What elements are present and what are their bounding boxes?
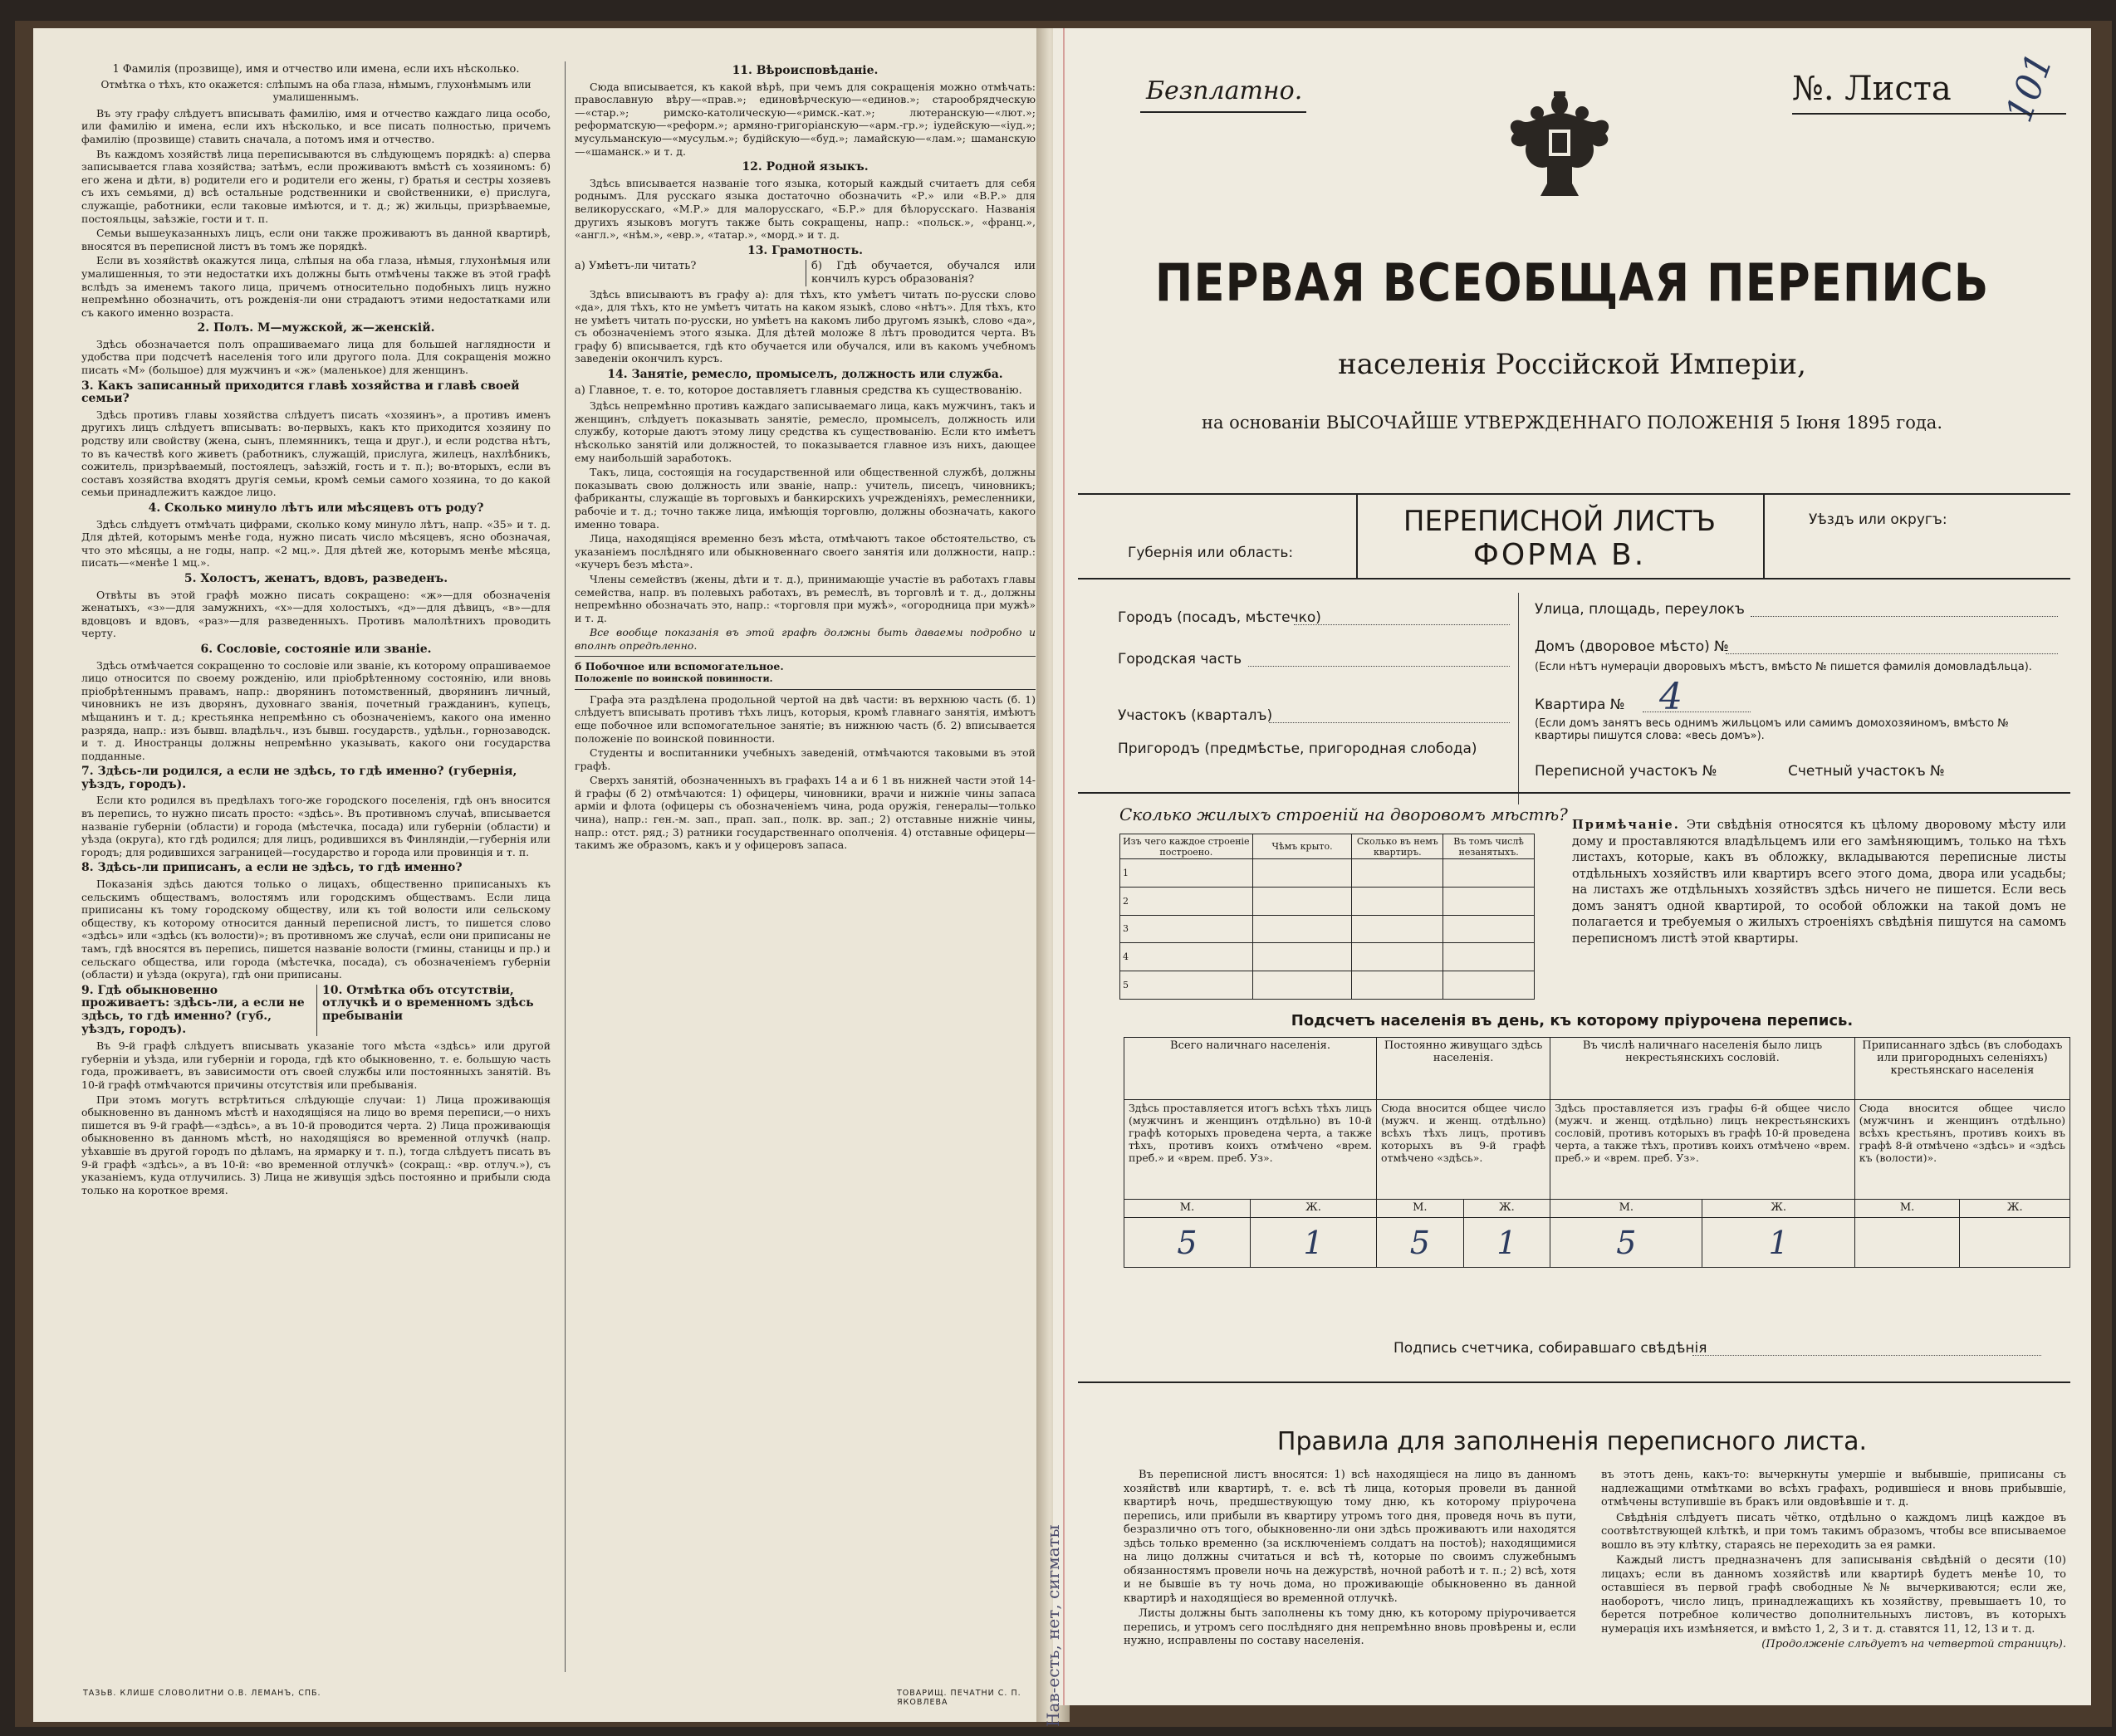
item1-text: Въ эту графу слѣдуетъ вписывать фамилію, имя и отчество каждаго лица особо, или фамилію и имена, если ихъ нѣсколько, и все писать полностью, причемъ фамилію (прозвище) ставить сначала, а потомъ имя и отчество.: [81, 106, 551, 145]
left-footer-2: ТОВАРИЩ. ПЕЧАТНИ С. П. ЯКОВЛЕВА: [897, 1689, 1021, 1707]
item8-title: 8. Здѣсь-ли приписанъ, а если не здѣсь, то гдѣ именно?: [81, 861, 463, 875]
buildings-table: [1119, 834, 1535, 1000]
count-value-peasant-m: [1854, 1218, 1960, 1268]
form-header-box: [1078, 493, 2070, 579]
count-text-non-peasant: Здѣсь проставляется изъ графы 6-й общее число (мужч. и женщ. отдѣльно) лицъ некрестьянскихъ сословій, противъ которыхъ въ графѣ 10-й проведена черта, а также тѣхъ, противъ коихъ отмѣчено «врем. преб.» и «врем. преб. Уз».: [1550, 1100, 1855, 1200]
street-label: Улица, площадь, переулокъ: [1535, 601, 1745, 618]
item8-text: Показанія здѣсь даются только о лицахъ, общественно приписаныхъ къ сельскимъ обществамъ, волостямъ или городскимъ обществамъ. Если лица приписаны къ тому городскому обществу, или къ той волости или сельскому обществу, къ которому относится данный переписной листъ, то пишется слово «здѣсь» или «здѣсь (къ волости)»; въ противномъ же случаѣ, если они приписаны не тамъ, гдѣ вносятся въ перепись, пишется названіе волости (гмины, станицы и пр.) и сельскаго общества, или города (мѣстечка, посада), съ обозначеніемъ губерніи (области) и уѣзда (округа), гдѣ они приписаны.: [81, 878, 551, 981]
buildings-note: [1572, 817, 2066, 947]
side-stamp-text: Нав-есть, нет, сигматы: [1043, 1524, 1063, 1727]
double-headed-eagle-emblem: [1497, 80, 1622, 204]
left-page: [33, 28, 1051, 1722]
count-f-4: Ж.: [1960, 1200, 2070, 1218]
item9-text: Въ 9-й графѣ слѣдуетъ вписывать указаніе того мѣста «здѣсь» или другой губерніи и уѣзда, или губерніи и города, гдѣ кто обыкновенно, т. е. большую часть года, проживаетъ, въ зависимости отъ своей службы или постоянныхъ занятій. Въ 10-й графѣ отмѣчаются причины отсутствія или пребыванія.: [81, 1039, 551, 1091]
rules-column-2: [1601, 1469, 2066, 1654]
item2-text: Здѣсь обозначается полъ опрашиваемаго лица для большей наглядности и удобства при подсчетѣ населенія того или другого пола. Для сокращенія можно писать «М» (большое) для мужчинъ и «ж» (маленькое) для женщинъ.: [81, 337, 551, 377]
instructions-column-1: [81, 61, 551, 1198]
item14a: а) Главное, т. е. то, которое доставляетъ главныя средства къ существованію.: [575, 384, 1022, 397]
count-text-peasant: Сюда вносится общее число (мужчинъ и женщинъ отдѣльно) всѣхъ крестьянъ, противъ коихъ въ графѣ 8-й отмѣчено «здѣсь» и «здѣсь къ (волости)».: [1854, 1100, 2069, 1200]
form-name: ПЕРЕПИСНОЙ ЛИСТЪ: [1403, 505, 1717, 538]
item1-text-4: Если въ хозяйствѣ окажутся лица, слѣпыя на оба глаза, нѣмыя, глухонѣмыя или умалишенныя, то эти недостатки ихъ должны быть отмѣчены также въ этой графѣ вслѣдъ за именемъ такого лица, причемъ относительно подобныхъ лицъ нужно непремѣнно обозначить, отъ рожденія-ли они страдаютъ этими недостатками или съ какого именно возраста.: [81, 254, 551, 319]
form-type: ФОРМА В.: [1472, 538, 1647, 572]
item3-title: 3. Какъ записанный приходится главѣ хозяйства и главѣ своей семьи?: [81, 379, 520, 406]
city-label: Городъ (посадъ, мѣстечко): [1118, 609, 1321, 626]
suburb-label: Пригородъ (предмѣстье, пригородная слобода): [1118, 741, 1477, 757]
item13-text: Здѣсь вписываютъ въ графу а): для тѣхъ, кто умѣетъ читать по-русски слово «да», для тѣхъ, кто не умѣетъ читать на каком языкѣ, слово «нѣтъ». Для тѣхъ, кто не умѣетъ читать по-русски, но умѣетъ на какомъ либо другомъ языкѣ, слово «да», съ обозначеніемъ этого языка. Для дѣтей моложе 8 лѣтъ проводится черта. Въ графу б) вписывается, гдѣ кто обучается или обучался, или въ какомъ учебномъ заведеніи окончилъ курсъ.: [575, 287, 1036, 365]
item9-text-2: При этомъ могутъ встрѣтиться слѣдующіе случаи: 1) Лица проживающія обыкновенно въ данномъ мѣстѣ и находящіяся на лицо во время переписи,—о нихъ пишется въ 9-й графѣ—«здѣсь», а въ 10-й проводится черта. 2) Лица проживающія обыкновенно въ данномъ мѣстѣ, но находящіяся во временной отлучкѣ (напр. уѣхавшіе въ другой городъ по дѣламъ, на ярмарку и т. п.), тогда слѣдуетъ писать въ 9-й графѣ «здѣсь», а въ 10-й: «во временной отлучкѣ» (сокращ.: «вр. отлуч.»), съ указаніемъ, куда отлучились. 3) Лица не живущія здѣсь постоянно и прибыли сюда только на короткое время.: [81, 1093, 551, 1196]
right-page: [1053, 28, 2091, 1705]
count-header-permanent: Постоянно живущаго здѣсь населенія.: [1377, 1038, 1550, 1100]
item5-title: 5. Холостъ, женатъ, вдовъ, разведенъ.: [184, 571, 448, 585]
sheet-number-label: №. Листа: [1792, 70, 1952, 108]
buildings-question: Сколько жилыхъ строеній на дворовомъ мѣстѣ?: [1119, 804, 1568, 824]
item7-text: Если кто родился въ предѣлахъ того-же городского поселенія, гдѣ онъ вносится въ перепись, то нужно писать просто: «здѣсь». Въ противномъ случаѣ, вписывается названіе губерніи (области) и города (мѣстечка, посада) или губерніи (области) и уѣзда (округа), кто гдѣ родился; для лицъ, родившихся въ Финляндіи,—губернія или городъ; для родившихся заграницей—государство и города или провинція и т. п.: [81, 794, 551, 858]
rules-text-4: Свѣдѣнія слѣдуетъ писать чётко, отдѣльно о каждомъ лицѣ каждое въ соотвѣтствующей клѣткѣ, и при томъ такимъ образомъ, чтобы все вписываемое вошло въ эту клѣтку, стараясь не переходить за ея рамки.: [1601, 1511, 2066, 1552]
item14-text-7: Сверхъ занятій, обозначенныхъ въ графахъ 14 а и 6 1 въ нижней части этой 14-й графы (б 2) отмѣчаются: 1) офицеры, чиновники, врачи и нижніе чины запаса арміи и флота (офицеры съ обозначеніемъ чина, рода оружія, генералы—только чина), напр.: ген.-м. зап., прап. зап., полк. вр. зап.; 2) отставные нижніе чины, напр.: отст. ряд.; 3) ратники государственнаго ополченія. 4) отставные офицеры—такимъ же образомъ, какъ и у офицеровъ запаса.: [575, 774, 1036, 852]
item12-title: 12. Родной языкъ.: [742, 160, 869, 174]
apartment-label: Квартира №: [1535, 697, 1625, 713]
census-district-label: Переписной участокъ №: [1535, 763, 1717, 780]
item13-title: 13. Грамотность.: [747, 243, 864, 257]
count-m-3: М.: [1550, 1200, 1702, 1218]
left-footer-1: ТАЗЬВ. КЛИШЕ СЛОВОЛИТНИ О.В. ЛЕМАНЪ, СПБ.: [83, 1689, 321, 1698]
buildings-row-5: 5: [1120, 971, 1253, 1000]
item6-text: Здѣсь отмѣчается сокращенно то сословіе или званіе, къ которому опрашиваемое лицо относится по своему рожденію, или пріобрѣтенному состоянію, или вновь пріобрѣтеннымъ правамъ, напр.: дворянинъ потомственный, дворянинъ личный, чиновникъ не изъ дворянъ, духовнаго званія, почетный гражданинъ, купецъ, мѣщанинъ и т. д.; крестьянка непремѣнно съ обозначеніемъ, какого она именно разряда, напр.: изъ бывш. владѣльч., изъ бывш. государств., удѣльн., горнозаводск. и т. д. Иностранцы должны непремѣнно указывать, какого они государства подданные.: [81, 658, 551, 762]
item11-text: Сюда вписывается, къ какой вѣрѣ, при чемъ для сокращенія можно отмѣчать: православную вѣру—«прав.»; единовѣрческую—«единов.»; старообрядческую—«стар.»; римско-католическую—«римск.-кат.»; лютеранскую—«лют.»; реформатскую—«реформ.»; армяно-григоріанскую—«арм.-гр.»; іудейскую—«іуд.»; мусульманскую—«мусульм.»; будійскую—«буд.»; ламайскую—«лам.»; шаманскую—«шаманск.» и т. д.: [575, 80, 1036, 158]
note-title: Примѣчаніе.: [1572, 818, 1680, 832]
count-m-1: М.: [1124, 1200, 1251, 1218]
item2-title: 2. Полъ. М—мужской, ж—женскій.: [197, 321, 435, 335]
sheet-number: [1792, 47, 2065, 128]
count-header-non-peasant: Въ числѣ наличнаго населенія было лицъ некрестьянскихъ сословій.: [1550, 1038, 1855, 1100]
count-value-non-peasant-m: 5: [1550, 1218, 1702, 1268]
apartment-number-handwritten: 4: [1659, 676, 1683, 718]
item9-title: 9. Гдѣ обыкновенно проживаетъ: здѣсь-ли, а если не здѣсь, то гдѣ именно? (губ., уѣздъ, городъ).: [81, 983, 305, 1036]
city-part-label: Городская часть: [1118, 651, 1242, 668]
item4-title: 4. Сколько минуло лѣтъ или мѣсяцевъ отъ роду?: [148, 501, 484, 515]
house-note: (Если нѣтъ нумераціи дворовыхъ мѣстъ, вмѣсто № пишется фамилія домовладѣльца).: [1535, 661, 2032, 673]
item11-title: 11. Вѣроисповѣданіе.: [732, 64, 879, 77]
counting-district-label: Счетный участокъ №: [1788, 763, 1945, 780]
population-count-table: [1124, 1037, 2070, 1268]
apartment-note: (Если домъ занятъ весь однимъ жильцомъ или самимъ домохозяиномъ, вмѣсто № квартиры пишутся слова: «весь домъ»).: [1535, 717, 2009, 742]
item14c: Положеніе по воинской повинности.: [575, 673, 773, 685]
count-header-present: Всего наличнаго населенія.: [1124, 1038, 1377, 1100]
rules-text-1: Въ переписной листъ вносятся: 1) всѣ находящіеся на лицо въ данномъ хозяйствѣ или квартирѣ, т. е. всѣ тѣ лица, которыя провели въ данной квартирѣ ночь, предшествующую тому дню, къ которому пріурочена перепись, или прибыли въ квартиру утромъ того дня, проведя ночь въ пути, безразлично отъ того, обыкновенно-ли они здѣсь проживаютъ или находятся здѣсь только временно (за исключеніемъ солдатъ на постоѣ); находящимися на лицо должны считаться и всѣ тѣ, которые по своимъ служебнымъ обязанностямъ провели ночь на дежурствѣ, ночной работѣ и т. п.; 2) всѣ, хотя и не бывшіе въ ту ночь дома, но проживающіе обыкновенно въ данной квартирѣ и находящіеся во временной отлучкѣ.: [1124, 1469, 1576, 1605]
count-m-2: М.: [1377, 1200, 1464, 1218]
item14-text: Здѣсь непремѣнно противъ каждаго записываемаго лица, какъ мужчинъ, такъ и женщинъ, слѣдуетъ показывать занятіе, ремесло, промыселъ, должность или службу, которые даютъ этому лицу средства къ существованію. Если кто имѣетъ нѣсколько занятій или должностей, то показывается главное изъ нихъ, дающее ему наибольшій заработокъ.: [575, 399, 1036, 464]
item6-title: 6. Сословіе, состояніе или званіе.: [200, 642, 432, 656]
province-label: Губернія или область:: [1128, 545, 1294, 561]
rules-text-3: въ этотъ день, какъ-то: вычеркнуты умершіе и выбывшіе, приписаны съ надлежащими отмѣтками во всѣхъ графахъ, родившіеся и вновь прибывшіе, отмѣчены вступившіе въ бракъ или овдовѣвшіе и т. д.: [1601, 1469, 2066, 1509]
item1-title: 1 Фамилія (прозвище), имя и отчество или имена, если ихъ нѣсколько.: [112, 63, 520, 76]
count-value-permanent-f: 1: [1463, 1218, 1550, 1268]
count-m-4: М.: [1854, 1200, 1960, 1218]
item7-title: 7. Здѣсь-ли родился, а если не здѣсь, то гдѣ именно? (губернія, уѣздъ, городъ).: [81, 765, 517, 791]
rules-title: Правила для заполненія переписного листа.: [1276, 1427, 1868, 1456]
rules-continued: (Продолженіе слѣдуетъ на четвертой страницѣ).: [1761, 1638, 2066, 1650]
buildings-row-4: 4: [1120, 943, 1253, 971]
census-title: ПЕРВАЯ ВСЕОБЩАЯ ПЕРЕПИСЬ: [1154, 252, 1990, 313]
count-value-peasant-f: [1960, 1218, 2070, 1268]
item13a: а) Умѣетъ-ли читать?: [575, 260, 697, 273]
district-label: Уѣздъ или округъ:: [1809, 511, 1947, 528]
count-value-present-m: 5: [1124, 1218, 1251, 1268]
count-value-permanent-m: 5: [1377, 1218, 1464, 1268]
count-f-1: Ж.: [1250, 1200, 1376, 1218]
buildings-header-apartments: Сколько въ немъ квартиръ.: [1352, 834, 1443, 859]
buildings-header-vacant: Въ томъ числѣ незанятыхъ.: [1443, 834, 1535, 859]
census-legal-basis: на основаніи ВЫСОЧАЙШЕ УТВЕРЖДЕННАГО ПОЛОЖЕНІЯ 5 Іюня 1895 года.: [1201, 413, 1943, 433]
rules-text-5: Каждый листъ предназначенъ для записыванія свѣдѣній о десяти (10) лицахъ; если въ данномъ хозяйствѣ или квартирѣ будетъ менѣе 10, то оставшіеся въ первой графѣ свободные №№ вычеркиваются; если же, наоборотъ, число лицъ, принадлежащихъ къ хозяйству, превышаетъ 10, то берется потребное количество дополнительныхъ листовъ, въ которыхъ нумерація ихъ измѣняется, и вмѣсто 1, 2, 3 и т. д. ставятся 11, 12, 13 и т. д.: [1601, 1554, 2066, 1636]
census-subtitle: населенія Россійской Имперіи,: [1338, 348, 1806, 381]
plot-label: Участокъ (кварталъ): [1118, 707, 1273, 724]
instructions-column-2: [575, 61, 1036, 853]
count-title: Подсчетъ населенія въ день, къ которому пріурочена перепись.: [1291, 1012, 1854, 1029]
item14-note: Все вообще показанія въ этой графѣ должны быть даваемы подробно и вполнѣ опредѣленно.: [575, 626, 1036, 652]
item12-text: Здѣсь вписывается названіе того языка, который каждый считаетъ для себя роднымъ. Для русскаго языка достаточно обозначить «Р.» или «В.Р.» для великорусскаго, «М.Р.» для малорусскаго, «Б.Р.» для бѣлорусскаго. Названія другихъ языковъ могутъ также быть сокращены, напр.: «польск.», «франц.», «англ.», «нѣм.», «евр.», «татар.», «морд.» и т. д.: [575, 176, 1036, 242]
sheet-number-handwritten: 101: [1998, 47, 2062, 128]
count-header-peasant: Приписаннаго здѣсь (въ слободахъ или пригородныхъ селеніяхъ) крестьянскаго населенія: [1854, 1038, 2069, 1100]
buildings-row-2: 2: [1120, 887, 1253, 915]
free-label: Безплатно.: [1146, 76, 1303, 105]
buildings-row-3: 3: [1120, 915, 1253, 943]
item14-text-4: Члены семействъ (жены, дѣти и т. д.), принимающіе участіе въ работахъ главы семейства, напр. въ полевыхъ работахъ, въ ремеслѣ, въ торговлѣ и т. д., должны непремѣнно обозначать это, напр.: «торговля при мужѣ», «огородница при мужѣ» и т. д.: [575, 572, 1036, 624]
item14-text-3: Лица, находящіяся временно безъ мѣста, отмѣчаютъ такое обстоятельство, съ указаніемъ послѣдняго или обыкновеннаго своего занятія или должности, напр.: «кучеръ безъ мѣста».: [575, 532, 1036, 571]
house-label: Домъ (дворовое мѣсто) №: [1535, 638, 1729, 655]
item4-text: Здѣсь слѣдуетъ отмѣчать цифрами, сколько кому минуло лѣтъ, напр. «35» и т. д. Для дѣтей, которымъ менѣе года, нужно писать число мѣсяцевъ, ясно обозначая, что это мѣсяцы, а не годы, напр. «2 мц.». Для дѣтей же, которымъ менѣе мѣсяца, писать—«менѣе 1 мц.».: [81, 517, 551, 570]
count-value-present-f: 1: [1250, 1218, 1376, 1268]
buildings-header-material: Изъ чего каждое строеніе построено.: [1120, 834, 1253, 859]
item14b: б Побочное или вспомогательное.: [575, 659, 784, 672]
count-f-2: Ж.: [1463, 1200, 1550, 1218]
item1-note: Отмѣтка о тѣхъ, кто окажется: слѣпымъ на оба глаза, нѣмымъ, глухонѣмымъ или умалишеннымъ.: [100, 78, 531, 104]
item1-text-3: Семьи вышеуказанныхъ лицъ, если они также проживаютъ въ данной квартирѣ, вносятся въ переписной листъ въ томъ же порядкѣ.: [81, 227, 551, 252]
rules-text-2: Листы должны быть заполнены къ тому дню, къ которому пріурочивается перепись, и утромъ сего послѣдняго дня непремѣнно вновь провѣрены и, если нужно, исправлены по составу населенія.: [1124, 1607, 1576, 1647]
rules-column-1: [1124, 1469, 1576, 1650]
count-value-non-peasant-f: 1: [1702, 1218, 1854, 1268]
note-text: Эти свѣдѣнія относятся къ цѣлому дворовому мѣсту или дому и проставляются владѣльцемъ или его замѣняющимъ, только на тѣхъ листахъ, которые, какъ въ обложку, вкладываются переписные листы отдѣльныхъ хозяйствъ или квартиръ всего этого дома, двора или усадьбы; на листахъ же отдѣльныхъ хозяйствъ здѣсь ничего не пишется. Если весь домъ занятъ одной квартирой, то особой обложки на такой домъ не полагается и требуемыя о жилыхъ строеніяхъ свѣдѣнія пишутся на самомъ переписномъ листѣ этой квартиры.: [1572, 819, 2067, 946]
column-divider: [565, 61, 566, 1672]
item13b: б) Гдѣ обучается, обучался или кончилъ курсъ образованія?: [806, 260, 1036, 286]
item10-title: 10. Отмѣтка объ отсутствіи, отлучкѣ и о временномъ здѣсь пребываніи: [316, 985, 551, 1036]
count-f-3: Ж.: [1702, 1200, 1854, 1218]
item3-text: Здѣсь противъ главы хозяйства слѣдуетъ писать «хозяинъ», а противъ именъ другихъ лицъ слѣдуетъ вписывать: во-первыхъ, какъ кто приходится хозяину по родству или свойству (жена, сынъ, племянникъ, теща и друг.), и если родства нѣтъ, то въ качествѣ кого живетъ (работникъ, служащій, прислуга, жилецъ, нахлѣбникъ, сожитель, призрѣваемый, постоялецъ, заѣзжій, гость и т. п.); во-вторыхъ, если въ составъ хозяйства входятъ другія семьи, кромѣ семьи самого хозяина, то до какой семьи принадлежитъ каждое лицо.: [81, 408, 551, 499]
item14-text-5: Графа эта раздѣлена продольной чертой на двѣ части: въ верхнюю часть (б. 1) слѣдуетъ вписывать противъ тѣхъ лицъ, которыя, кромѣ главнаго занятія, имѣютъ еще побочное или вспомогательное занятіе; въ нижнюю часть (б. 2) вписывается положеніе по воинской повинности.: [575, 692, 1036, 745]
item14-title: 14. Занятіе, ремесло, промыселъ, должность или служба.: [607, 368, 1003, 382]
count-text-present: Здѣсь проставляется итогъ всѣхъ тѣхъ лицъ (мужчинъ и женщинъ отдѣльно) въ 10-й графѣ которыхъ проведена черта, а также тѣхъ, противъ коихъ отмѣчено «врем. преб.» и «врем. преб. Уз».: [1124, 1100, 1377, 1200]
count-text-permanent: Сюда вносится общее число (мужч. и женщ. отдѣльно) всѣхъ тѣхъ лицъ, противъ которыхъ въ 9-й графѣ отмѣчено «здѣсь».: [1377, 1100, 1550, 1200]
signature-label: Подпись счетчика, собиравшаго свѣдѣнія: [1394, 1340, 1707, 1357]
item14-text-2: Такъ, лица, состоящія на государственной или общественной службѣ, должны показывать свою должность или званіе, напр.: учитель, писецъ, чиновникъ; фабриканты, служащіе въ торговыхъ и банкирскихъ учрежденіяхъ, ремесленники, рабочіе и т. д.; точно также лица, имѣющія торговлю, должны обозначать, какого именно товара.: [575, 466, 1036, 531]
item14-text-6: Студенты и воспитанники учебныхъ заведеній, отмѣчаются таковыми въ этой графѣ.: [575, 746, 1036, 772]
item5-text: Отвѣты въ этой графѣ можно писать сокращено: «ж»—для обозначенія женатыхъ, «з»—для замужнихъ, «х»—для холостыхъ, «д»—для дѣвицъ, «в»—для вдовцовъ и вдовъ, «раз»—для разведенныхъ. Противъ малолѣтнихъ проводить черту.: [81, 588, 551, 640]
buildings-row-1: 1: [1120, 859, 1253, 888]
buildings-header-roof: Чѣмъ крыто.: [1252, 834, 1352, 859]
item1-text-2: Въ каждомъ хозяйствѣ лица переписываются въ слѣдующемъ порядкѣ: а) сперва записывается глава хозяйства; затѣмъ, если проживаютъ вмѣстѣ съ хозяиномъ: б) его жена и дѣти, в) родители его и родители его жены, г) братья и сестры хозяевъ съ ихъ семьями, д) всѣ остальные родственники и свойственники, е) прислуга, служащіе, работники, если таковые имѣются, и т. д.; ж) жильцы, призрѣваемые, постояльцы, заѣзжіе, гости и т. п.: [81, 147, 551, 225]
